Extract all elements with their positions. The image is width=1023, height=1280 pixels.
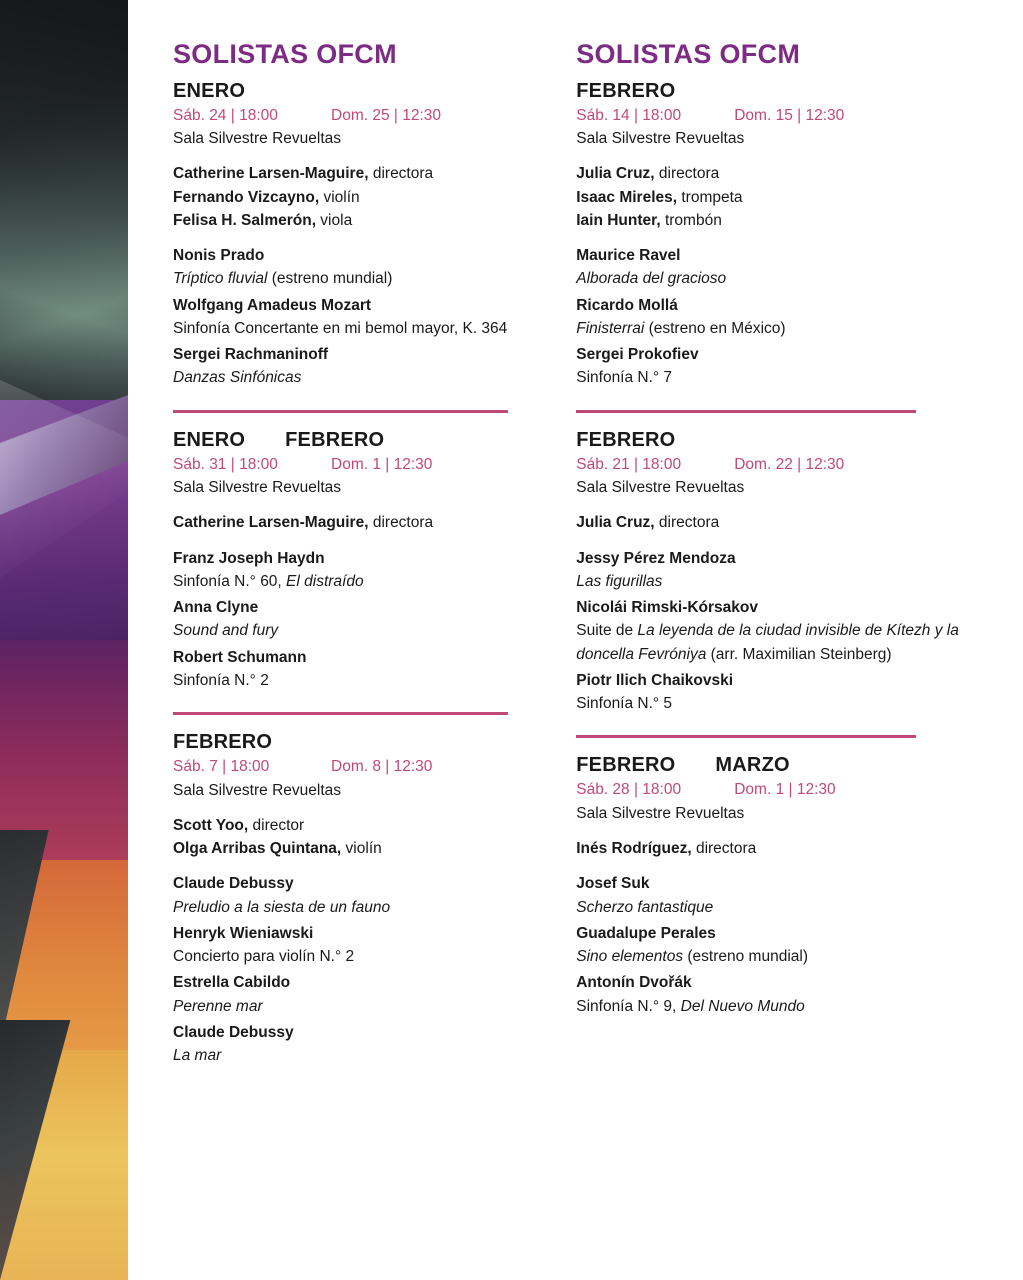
piece-title-italic-tail: Del Nuevo Mundo (680, 997, 805, 1015)
date-sunday: Dom. 1 | 12:30 (734, 781, 836, 799)
piece-title-tail-rest: (arr. Maximilian Steinberg) (706, 645, 892, 663)
works-list (173, 872, 550, 1067)
performer-name: Julia Cruz, (576, 514, 655, 532)
composer-name: Nicolái Rimski-Kórsakov (576, 599, 758, 617)
month-label-secondary: MARZO (715, 754, 790, 777)
composer-name: Anna Clyne (173, 599, 259, 617)
piece-title-italic: Finisterrai (576, 319, 645, 337)
performer-role: directora (368, 514, 434, 532)
performers-list (173, 162, 550, 232)
works-list (576, 547, 979, 716)
piece-title-italic: La mar (173, 1047, 222, 1065)
piece-title (576, 570, 979, 593)
work-item (173, 922, 550, 969)
piece-title (173, 995, 550, 1018)
date-saturday: Sáb. 31 | 18:00 (173, 455, 278, 473)
works-list (576, 872, 979, 1018)
work-item (576, 971, 979, 1018)
work-item (173, 596, 550, 643)
date-saturday: Sáb. 14 | 18:00 (576, 106, 682, 124)
piece-title-rest: Sinfonía N.° 60, (173, 572, 287, 590)
piece-title-rest: Sinfonía N.° 5 (576, 695, 673, 713)
performer (173, 837, 550, 860)
date-sunday: Dom. 25 | 12:30 (331, 106, 442, 124)
piece-title-italic: Scherzo fantastique (576, 898, 714, 916)
month-label-secondary: FEBRERO (285, 428, 385, 451)
work-item (576, 294, 979, 341)
composer-name: Franz Joseph Haydn (173, 549, 325, 567)
work-item (173, 872, 550, 919)
performer (173, 511, 550, 534)
performer-role: violín (319, 188, 360, 206)
work-item (173, 294, 550, 341)
performer-role: directora (691, 840, 757, 858)
performer-name: Isaac Mireles, (576, 188, 678, 206)
performer-role: violín (341, 840, 382, 858)
performer (173, 814, 550, 837)
work-item (173, 244, 550, 291)
dates-row (576, 779, 979, 801)
concert-block (173, 78, 550, 390)
performer-role: directora (654, 165, 720, 183)
piece-title-italic: Tríptico fluvial (173, 270, 268, 288)
performer-name: Scott Yoo, (173, 816, 249, 834)
work-item (576, 343, 979, 390)
concert-block (576, 752, 979, 1017)
venue-label: Sala Silvestre Revueltas (576, 479, 745, 497)
performer-name: Catherine Larsen-Maguire, (173, 514, 369, 532)
section-divider (576, 735, 916, 738)
decorative-art-band (0, 0, 128, 1280)
piece-title-rest: (estreno en México) (644, 319, 786, 337)
composer-name: Nonis Prado (173, 247, 265, 265)
piece-title (576, 692, 979, 715)
dates-row (173, 105, 550, 127)
composer-name: Maurice Ravel (576, 247, 681, 265)
left-column (173, 40, 576, 1250)
venue-label: Sala Silvestre Revueltas (576, 804, 745, 822)
piece-title-italic: Alborada del gracioso (576, 270, 727, 288)
section-divider (173, 712, 508, 715)
right-column (576, 40, 979, 1250)
composer-name: Sergei Rachmaninoff (173, 346, 329, 364)
performer-role: directora (368, 165, 434, 183)
performer-role: director (248, 816, 305, 834)
composer-name: Ricardo Mollá (576, 296, 678, 314)
piece-title-italic: Sino elementos (576, 948, 684, 966)
dates-row (576, 454, 979, 476)
performers-list (576, 837, 979, 860)
composer-name: Estrella Cabildo (173, 974, 291, 992)
month-label: FEBRERO (576, 428, 676, 451)
piece-title-rest: (estreno mundial) (683, 948, 808, 966)
date-sunday: Dom. 15 | 12:30 (734, 106, 845, 124)
piece-title (173, 619, 550, 642)
month-label: FEBRERO (576, 79, 676, 102)
performer (173, 209, 550, 232)
piece-title (173, 267, 550, 290)
piece-title-italic-tail: La leyenda de la ciudad invisible de Kítezh y la doncella Fevróniya (576, 622, 959, 663)
program-content (128, 0, 1023, 1280)
composer-name: Piotr Ilich Chaikovski (576, 671, 734, 689)
works-list (576, 244, 979, 390)
composer-name: Guadalupe Perales (576, 924, 716, 942)
month-row (173, 78, 550, 105)
work-item (576, 872, 979, 919)
month-row (576, 752, 979, 779)
composer-name: Robert Schumann (173, 648, 307, 666)
performer-name: Iain Hunter, (576, 211, 661, 229)
performer-role: viola (316, 211, 353, 229)
piece-title (576, 995, 979, 1018)
concert-block (173, 729, 550, 1067)
work-item (576, 547, 979, 594)
piece-title (173, 570, 550, 593)
section-divider (576, 410, 916, 413)
month-label: ENERO (173, 428, 246, 451)
piece-title-italic: Las figurillas (576, 572, 663, 590)
piece-title (576, 317, 979, 340)
section-divider (173, 410, 508, 413)
performers-list (576, 511, 979, 534)
performer-name: Inés Rodríguez, (576, 840, 692, 858)
dates-row (173, 756, 550, 778)
performer-role: trombón (660, 211, 722, 229)
month-row (173, 729, 550, 756)
work-item (173, 971, 550, 1018)
right-section-title: SOLISTAS OFCM (576, 39, 801, 69)
concert-block (173, 427, 550, 692)
performer (173, 162, 550, 185)
month-label: FEBRERO (576, 754, 676, 777)
performer (576, 511, 979, 534)
work-item (173, 1021, 550, 1068)
date-saturday: Sáb. 28 | 18:00 (576, 781, 682, 799)
date-saturday: Sáb. 7 | 18:00 (173, 758, 270, 776)
month-row (576, 78, 979, 105)
piece-title-rest: (estreno mundial) (267, 270, 393, 288)
piece-title-rest: Sinfonía N.° 9, (576, 997, 681, 1015)
performer-name: Olga Arribas Quintana, (173, 840, 342, 858)
work-item (576, 244, 979, 291)
piece-title (576, 366, 979, 389)
composer-name: Claude Debussy (173, 875, 294, 893)
date-sunday: Dom. 1 | 12:30 (331, 455, 433, 473)
month-row (576, 427, 979, 454)
performer-name: Felisa H. Salmerón, (173, 211, 316, 229)
performers-list (576, 162, 979, 232)
venue-label: Sala Silvestre Revueltas (173, 479, 341, 497)
piece-title (173, 945, 550, 968)
piece-title-rest: Sinfonía Concertante en mi bemol mayor, K. 364 (173, 319, 508, 337)
concert-block (576, 427, 979, 716)
performer-name: Julia Cruz, (576, 165, 655, 183)
month-row (173, 427, 550, 454)
piece-title-italic: Danzas Sinfónicas (173, 369, 302, 387)
date-sunday: Dom. 8 | 12:30 (331, 758, 433, 776)
concert-block (576, 78, 979, 390)
performer-role: directora (654, 514, 720, 532)
piece-title-rest: Sinfonía N.° 7 (576, 369, 673, 387)
work-item (576, 922, 979, 969)
dates-row (173, 454, 550, 476)
piece-title (576, 945, 979, 968)
composer-name: Claude Debussy (173, 1023, 294, 1041)
piece-title-italic: Perenne mar (173, 997, 263, 1015)
piece-title (576, 619, 979, 666)
dates-row (576, 105, 979, 127)
piece-title-italic-tail: El distraído (286, 572, 364, 590)
performers-list (173, 511, 550, 534)
venue-label: Sala Silvestre Revueltas (173, 130, 341, 148)
venue-label: Sala Silvestre Revueltas (576, 130, 745, 148)
work-item (576, 669, 979, 716)
month-label: FEBRERO (173, 731, 273, 754)
venue-label: Sala Silvestre Revueltas (173, 781, 341, 799)
piece-title (173, 366, 550, 389)
work-item (576, 596, 979, 666)
composer-name: Sergei Prokofiev (576, 346, 699, 364)
works-list (173, 244, 550, 390)
piece-title-italic: Preludio a la siesta de un fauno (173, 898, 391, 916)
piece-title (576, 267, 979, 290)
month-label: ENERO (173, 79, 246, 102)
piece-title (173, 1044, 550, 1067)
work-item (173, 646, 550, 693)
piece-title (576, 896, 979, 919)
composer-name: Antonín Dvořák (576, 974, 692, 992)
art-gradient-dark-overlay (0, 0, 128, 430)
piece-title (173, 669, 550, 692)
performer (576, 837, 979, 860)
performer (576, 209, 979, 232)
left-section-title: SOLISTAS OFCM (173, 39, 397, 69)
work-item (173, 547, 550, 594)
performer (576, 162, 979, 185)
piece-title (173, 896, 550, 919)
piece-title-rest: Suite de (576, 622, 638, 640)
performers-list (173, 814, 550, 861)
piece-title-rest: Concierto para violín N.° 2 (173, 948, 355, 966)
date-saturday: Sáb. 24 | 18:00 (173, 106, 278, 124)
composer-name: Josef Suk (576, 875, 650, 893)
work-item (173, 343, 550, 390)
date-sunday: Dom. 22 | 12:30 (734, 455, 845, 473)
date-saturday: Sáb. 21 | 18:00 (576, 455, 682, 473)
composer-name: Jessy Pérez Mendoza (576, 549, 736, 567)
performer-role: trompeta (677, 188, 743, 206)
piece-title-italic: Sound and fury (173, 622, 279, 640)
piece-title (173, 317, 550, 340)
performer-name: Fernando Vizcayno, (173, 188, 320, 206)
performer (173, 186, 550, 209)
composer-name: Henryk Wieniawski (173, 924, 314, 942)
composer-name: Wolfgang Amadeus Mozart (173, 296, 372, 314)
performer-name: Catherine Larsen-Maguire, (173, 165, 369, 183)
works-list (173, 547, 550, 693)
piece-title-rest: Sinfonía N.° 2 (173, 671, 269, 689)
performer (576, 186, 979, 209)
